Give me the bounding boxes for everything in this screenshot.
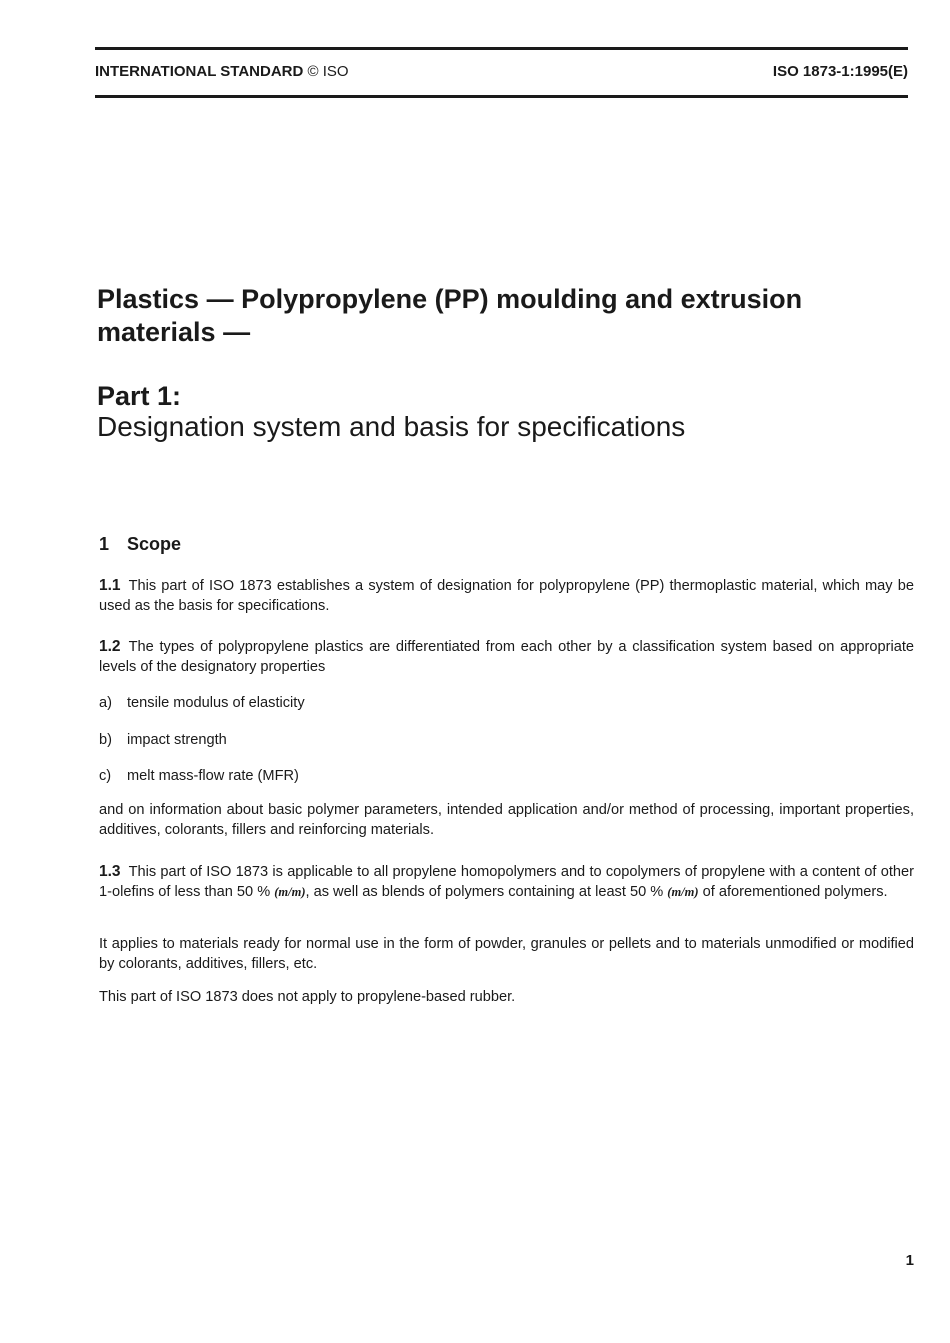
header-standard-label: INTERNATIONAL STANDARD — [95, 63, 304, 80]
header-top-rule — [95, 47, 908, 50]
list-item — [99, 767, 299, 786]
unit-mass-fraction: (m/m) — [667, 884, 699, 899]
section-number: 1 — [99, 534, 110, 554]
document-title-line: Plastics — Polypropylene (PP) moulding and extrusion — [97, 284, 803, 314]
clause-1-2 — [99, 637, 914, 677]
header-standard-type — [95, 63, 349, 80]
list-text: melt mass-flow rate (MFR) — [127, 768, 299, 784]
part-label: Part 1: — [97, 381, 182, 411]
clause-1-1 — [99, 576, 914, 616]
clause-text: of aforementioned polymers. — [702, 883, 888, 900]
clause-text: This part of ISO 1873 establishes a system of designation for polypropylene (PP) thermoplastic material, which may be used as the basis for specifications. — [99, 578, 914, 614]
paragraph-applies: It applies to materials ready for normal use in the form of powder, granules or pellets and to materials unmodified or modified by colorants, additives, fillers, etc. — [99, 936, 914, 972]
list-text: impact strength — [127, 732, 227, 748]
header-standard-number: ISO 1873-1:1995(E) — [772, 63, 908, 80]
list-item — [99, 694, 305, 713]
clause-text: This part of ISO 1873 is applicable to all propylene homopolymers and to copolymers of propylene with a content of other 1-olefins of less than 50 % — [99, 864, 914, 900]
header-copyright: © ISO — [307, 63, 349, 80]
paragraph-not-apply: This part of ISO 1873 does not apply to propylene-based rubber. — [99, 989, 516, 1005]
clause-1-3 — [99, 862, 914, 902]
clause-number: 1.2 — [99, 638, 121, 655]
paragraph-after-list: and on information about basic polymer parameters, intended application and/or method of processing, important properties, additives, colorants, fillers and reinforcing materials. — [99, 802, 914, 838]
document-title-line: materials — — [97, 317, 251, 347]
section-title: Scope — [127, 534, 182, 554]
clause-text: The types of polypropylene plastics are differentiated from each other by a classification system based on appropriate levels of the designatory properties — [99, 639, 914, 675]
document-title — [97, 283, 897, 349]
running-header — [95, 63, 908, 85]
list-text: tensile modulus of elasticity — [127, 695, 305, 711]
page-number: 1 — [905, 1252, 914, 1269]
clause-number: 1.3 — [99, 863, 121, 880]
list-marker: a) — [99, 695, 112, 711]
list-marker: b) — [99, 732, 112, 748]
list-marker: c) — [99, 768, 112, 784]
section-heading-scope — [99, 534, 181, 555]
clause-number: 1.1 — [99, 577, 121, 594]
part-subtitle: Designation system and basis for specifications — [97, 411, 686, 442]
clause-text: , as well as blends of polymers containing at least 50 % — [305, 883, 664, 900]
unit-mass-fraction: (m/m) — [274, 884, 306, 899]
list-item — [99, 731, 227, 750]
header-bottom-rule — [95, 95, 908, 98]
